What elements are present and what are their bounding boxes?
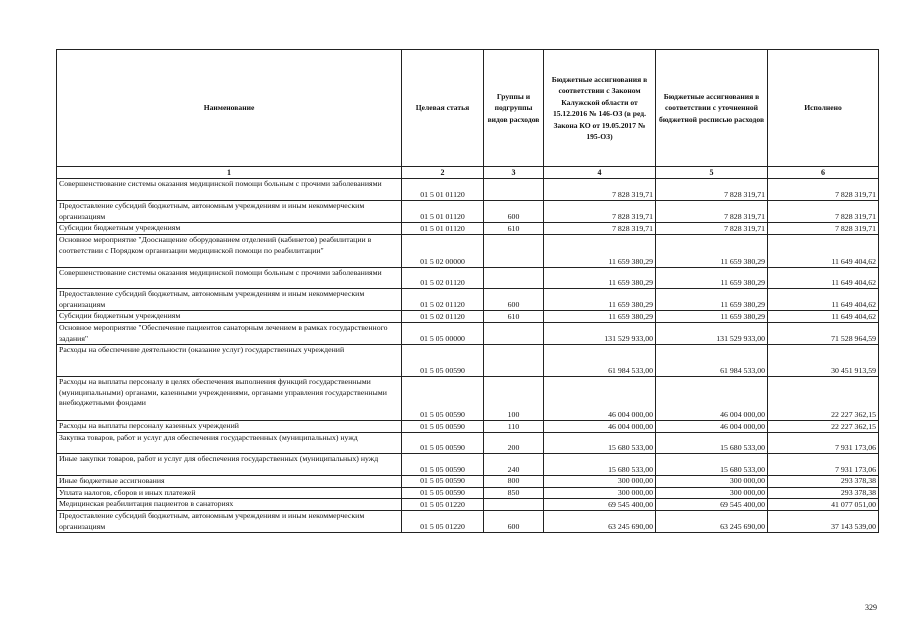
row-law-amount: 46 004 000,00 <box>544 377 656 421</box>
row-executed-amount: 7 828 319,71 <box>768 179 879 201</box>
row-executed-amount: 293 378,38 <box>768 487 879 499</box>
table-row <box>57 476 879 488</box>
row-name: Предоставление субсидий бюджетным, автономным учреждениям и иным некоммерческим организациям <box>57 289 402 311</box>
table-row <box>57 487 879 499</box>
row-name: Субсидии бюджетным учреждениям <box>57 311 402 323</box>
row-expense-group: 240 <box>484 454 544 476</box>
row-executed-amount: 7 828 319,71 <box>768 201 879 223</box>
column-number-row <box>57 167 879 179</box>
column-number: 6 <box>768 167 879 179</box>
row-refined-amount: 7 828 319,71 <box>656 223 768 235</box>
table-row <box>57 268 879 289</box>
row-executed-amount: 11 649 404,62 <box>768 235 879 268</box>
row-refined-amount: 15 680 533,00 <box>656 454 768 476</box>
row-name: Расходы на обеспечение деятельности (оказание услуг) государственных учреждений <box>57 345 402 377</box>
row-law-amount: 69 545 400,00 <box>544 499 656 511</box>
row-target-code: 01 5 05 00590 <box>402 433 484 454</box>
row-target-code: 01 5 01 01120 <box>402 179 484 201</box>
row-refined-amount: 300 000,00 <box>656 487 768 499</box>
header-refined: Бюджетные ассигнования в соответствии с уточненной бюджетной росписью расходов <box>656 50 768 167</box>
row-name: Совершенствование системы оказания медицинской помощи больным с прочими заболеваниями <box>57 268 402 289</box>
table-row <box>57 201 879 223</box>
row-refined-amount: 300 000,00 <box>656 476 768 488</box>
budget-table <box>56 49 879 533</box>
row-name: Предоставление субсидий бюджетным, автономным учреждениям и иным некоммерческим организациям <box>57 511 402 533</box>
row-refined-amount: 63 245 690,00 <box>656 511 768 533</box>
table-row <box>57 377 879 421</box>
table-row <box>57 499 879 511</box>
row-law-amount: 15 680 533,00 <box>544 433 656 454</box>
row-executed-amount: 293 378,38 <box>768 476 879 488</box>
row-name: Совершенствование системы оказания медицинской помощи больным с прочими заболеваниями <box>57 179 402 201</box>
row-refined-amount: 131 529 933,00 <box>656 323 768 345</box>
row-executed-amount: 7 931 173,06 <box>768 454 879 476</box>
table-row <box>57 511 879 533</box>
row-executed-amount: 41 077 051,00 <box>768 499 879 511</box>
row-expense-group: 850 <box>484 487 544 499</box>
row-executed-amount: 7 828 319,71 <box>768 223 879 235</box>
row-name: Иные бюджетные ассигнования <box>57 476 402 488</box>
row-target-code: 01 5 01 01120 <box>402 223 484 235</box>
row-expense-group: 200 <box>484 433 544 454</box>
table-row <box>57 323 879 345</box>
row-expense-group <box>484 499 544 511</box>
header-executed: Исполнено <box>768 50 879 167</box>
row-law-amount: 61 984 533,00 <box>544 345 656 377</box>
row-target-code: 01 5 02 01120 <box>402 268 484 289</box>
row-law-amount: 15 680 533,00 <box>544 454 656 476</box>
row-expense-group: 610 <box>484 311 544 323</box>
row-expense-group: 600 <box>484 201 544 223</box>
row-target-code: 01 5 05 00590 <box>402 421 484 433</box>
row-refined-amount: 46 004 000,00 <box>656 421 768 433</box>
row-expense-group <box>484 179 544 201</box>
row-expense-group: 800 <box>484 476 544 488</box>
row-refined-amount: 61 984 533,00 <box>656 345 768 377</box>
row-executed-amount: 37 143 539,00 <box>768 511 879 533</box>
table-row <box>57 289 879 311</box>
row-name: Предоставление субсидий бюджетным, автономным учреждениям и иным некоммерческим организациям <box>57 201 402 223</box>
row-law-amount: 7 828 319,71 <box>544 179 656 201</box>
row-law-amount: 11 659 380,29 <box>544 289 656 311</box>
row-refined-amount: 11 659 380,29 <box>656 268 768 289</box>
row-name: Закупка товаров, работ и услуг для обеспечения государственных (муниципальных) нужд <box>57 433 402 454</box>
row-executed-amount: 30 451 913,59 <box>768 345 879 377</box>
column-number: 2 <box>402 167 484 179</box>
table-row <box>57 421 879 433</box>
row-target-code: 01 5 05 00000 <box>402 323 484 345</box>
row-executed-amount: 11 649 404,62 <box>768 289 879 311</box>
row-refined-amount: 15 680 533,00 <box>656 433 768 454</box>
header-target: Целевая статья <box>402 50 484 167</box>
row-target-code: 01 5 05 00590 <box>402 487 484 499</box>
row-name: Расходы на выплаты персоналу казенных учреждений <box>57 421 402 433</box>
row-law-amount: 7 828 319,71 <box>544 223 656 235</box>
row-expense-group: 610 <box>484 223 544 235</box>
row-refined-amount: 11 659 380,29 <box>656 311 768 323</box>
row-executed-amount: 11 649 404,62 <box>768 311 879 323</box>
row-name: Основное мероприятие "Обеспечение пациентов санаторным лечением в рамках государственного задания" <box>57 323 402 345</box>
row-expense-group: 600 <box>484 511 544 533</box>
row-refined-amount: 11 659 380,29 <box>656 289 768 311</box>
table-row <box>57 179 879 201</box>
row-target-code: 01 5 02 01120 <box>402 289 484 311</box>
row-law-amount: 46 004 000,00 <box>544 421 656 433</box>
table-row <box>57 433 879 454</box>
row-expense-group <box>484 323 544 345</box>
row-law-amount: 11 659 380,29 <box>544 235 656 268</box>
column-number: 4 <box>544 167 656 179</box>
row-executed-amount: 22 227 362,15 <box>768 377 879 421</box>
row-law-amount: 63 245 690,00 <box>544 511 656 533</box>
table-row <box>57 311 879 323</box>
row-refined-amount: 7 828 319,71 <box>656 179 768 201</box>
row-expense-group <box>484 345 544 377</box>
row-expense-group <box>484 235 544 268</box>
page-number: 329 <box>865 603 877 612</box>
row-expense-group: 110 <box>484 421 544 433</box>
row-name: Субсидии бюджетным учреждениям <box>57 223 402 235</box>
row-target-code: 01 5 01 01120 <box>402 201 484 223</box>
column-number: 3 <box>484 167 544 179</box>
table-row <box>57 235 879 268</box>
row-expense-group <box>484 268 544 289</box>
row-law-amount: 11 659 380,29 <box>544 268 656 289</box>
row-refined-amount: 11 659 380,29 <box>656 235 768 268</box>
header-name: Наименование <box>57 50 402 167</box>
row-name: Медицинская реабилитация пациентов в санаториях <box>57 499 402 511</box>
header-law: Бюджетные ассигнования в соответствии с Законом Калужской области от 15.12.2016 № 146-ОЗ (в ред. Закона КО от 19.05.2017 № 195-ОЗ) <box>544 50 656 167</box>
row-executed-amount: 22 227 362,15 <box>768 421 879 433</box>
table-row <box>57 345 879 377</box>
row-target-code: 01 5 05 01220 <box>402 499 484 511</box>
row-refined-amount: 69 545 400,00 <box>656 499 768 511</box>
header-row <box>57 50 879 167</box>
row-law-amount: 300 000,00 <box>544 476 656 488</box>
row-name: Расходы на выплаты персоналу в целях обеспечения выполнения функций государственными (муниципальными) органами, казенными учреждениями, органами управления государственными внебюджетными фондами <box>57 377 402 421</box>
row-law-amount: 7 828 319,71 <box>544 201 656 223</box>
row-law-amount: 300 000,00 <box>544 487 656 499</box>
row-refined-amount: 7 828 319,71 <box>656 201 768 223</box>
row-target-code: 01 5 02 00000 <box>402 235 484 268</box>
row-name: Основное мероприятие "Дооснащение оборудованием отделений (кабинетов) реабилитации в соответствии с Порядком организации медицинской помощи по реабилитации" <box>57 235 402 268</box>
row-law-amount: 11 659 380,29 <box>544 311 656 323</box>
row-refined-amount: 46 004 000,00 <box>656 377 768 421</box>
row-executed-amount: 11 649 404,62 <box>768 268 879 289</box>
row-name: Иные закупки товаров, работ и услуг для обеспечения государственных (муниципальных) нужд <box>57 454 402 476</box>
row-name: Уплата налогов, сборов и иных платежей <box>57 487 402 499</box>
row-expense-group: 600 <box>484 289 544 311</box>
table-row <box>57 223 879 235</box>
row-executed-amount: 71 528 964,59 <box>768 323 879 345</box>
row-target-code: 01 5 05 01220 <box>402 511 484 533</box>
table-row <box>57 454 879 476</box>
row-target-code: 01 5 05 00590 <box>402 476 484 488</box>
row-law-amount: 131 529 933,00 <box>544 323 656 345</box>
row-expense-group: 100 <box>484 377 544 421</box>
row-target-code: 01 5 05 00590 <box>402 454 484 476</box>
row-target-code: 01 5 02 01120 <box>402 311 484 323</box>
row-target-code: 01 5 05 00590 <box>402 377 484 421</box>
row-executed-amount: 7 931 173,06 <box>768 433 879 454</box>
row-target-code: 01 5 05 00590 <box>402 345 484 377</box>
column-number: 5 <box>656 167 768 179</box>
column-number: 1 <box>57 167 402 179</box>
header-groups: Группы и подгруппы видов расходов <box>484 50 544 167</box>
